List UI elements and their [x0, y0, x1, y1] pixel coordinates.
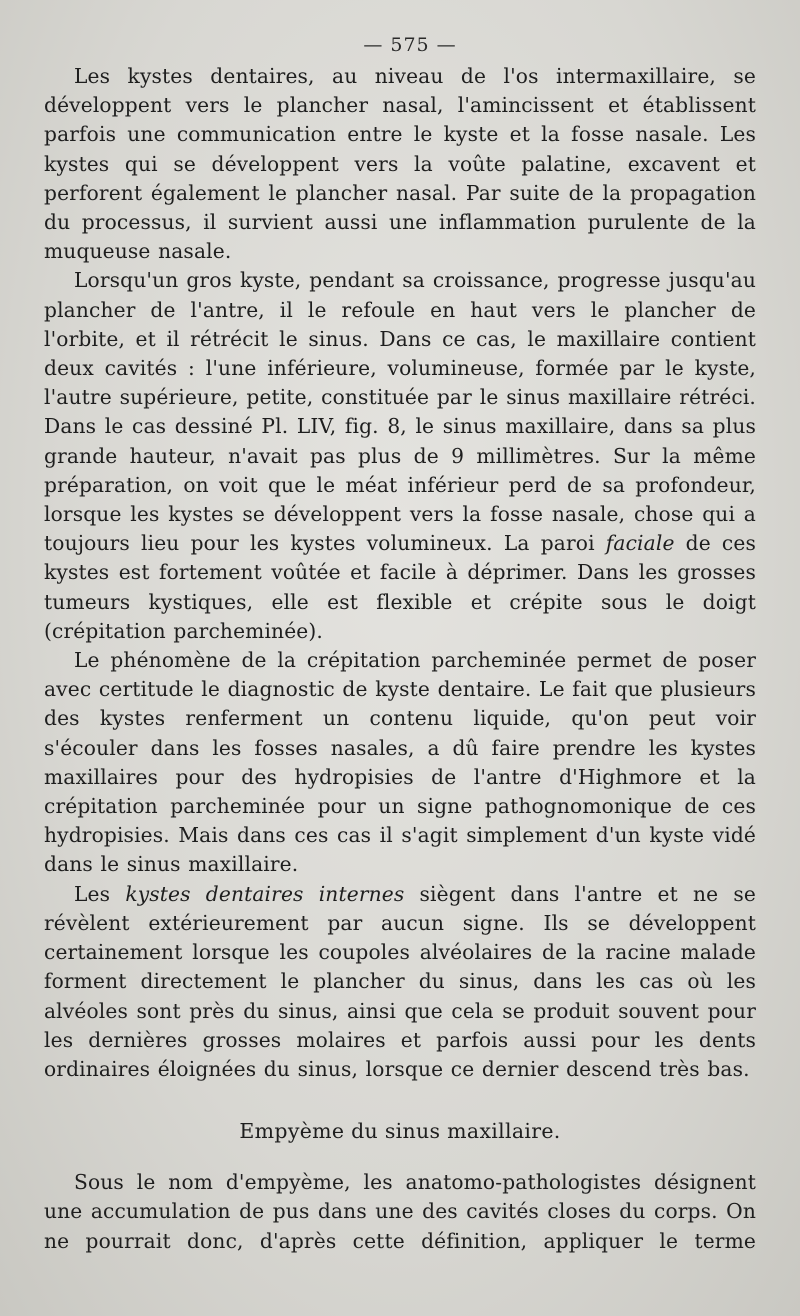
- paragraph-text: siègent dans l'antre et ne se révèlent extérieurement par aucun signe. Ils se développent certainement lorsque les coupoles alvéolaires de la racine malade forment directement le plancher du sinus, dans les cas où les alvéoles sont près du sinus, ainsi que cela se produit souvent pour les dernières grosses molaires et parfois aussi pour les dents ordinaires éloignées du sinus, lorsque ce dernier descend très bas.: [44, 881, 756, 1081]
- page-number: — 575 —: [363, 34, 457, 56]
- paragraph-text: Lorsqu'un gros kyste, pendant sa croissance, progresse jusqu'au plancher de l'antre, il le refoule en haut vers le plancher de l'orbite, et il rétrécit le sinus. Dans ce cas, le maxillaire contient deux cavités : l'une inférieure, volumineuse, formée par le kyste, l'autre supérieure, petite, constituée par le sinus maxillaire rétréci. Dans le cas dessiné Pl. LIV, fig. 8, le sinus maxillaire, dans sa plus grande hauteur, n'avait pas plus de 9 millimètres. Sur la même préparation, on voit que le méat inférieur perd de sa profondeur, lorsque les kystes se développent vers la fosse nasale, chose qui a toujours lieu pour les kystes volumineux. La paroi: [44, 268, 756, 556]
- italic-term-kystes-internes: kystes dentaires internes: [125, 881, 405, 906]
- paragraph-text: Les: [74, 881, 126, 906]
- paragraph-gros-kyste: [44, 266, 756, 646]
- paragraph-text: Sous le nom d'empyème, les anatomo-pathologistes désignent une accumulation de pus dans une des cavités closes du corps. On ne pourrait donc, d'après cette définition, appliquer le terme: [44, 1170, 756, 1253]
- section-heading: Empyème du sinus maxillaire.: [239, 1119, 561, 1144]
- paragraph-empyeme: [44, 1168, 756, 1256]
- italic-term-faciale: faciale: [605, 531, 675, 556]
- paragraph-text: Le phénomène de la crépitation parcheminée permet de poser avec certitude le diagnostic de kyste dentaire. Le fait que plusieurs des kystes renferment un contenu liquide, qu'on peut voir s'écouler dans les fosses nasales, a dû faire prendre les kystes maxillaires pour des hydropisies de l'antre d'Highmore et la crépitation parcheminée pour un signe pathognomonique de ces hydropisies. Mais dans ces cas il s'agit simplement d'un kyste vidé dans le sinus maxillaire.: [44, 648, 756, 877]
- paragraph-text: de ces kystes est fortement voûtée et facile à déprimer. Dans les grosses tumeurs kystiques, elle est flexible et crépite sous le doigt (crépitation parcheminée).: [44, 531, 756, 643]
- paragraph-kystes-intermaxillaire: [44, 62, 756, 266]
- book-page: [44, 28, 756, 1256]
- paragraph-kystes-internes: [44, 880, 756, 1084]
- paragraph-text: Les kystes dentaires, au niveau de l'os intermaxillaire, se développent vers le plancher nasal, l'amincissent et établissent parfois une communication entre le kyste et la fosse nasale. Les kystes qui se développent vers la voûte palatine, excavent et perforent également le plancher nasal. Par suite de la propagation du processus, il survient aussi une inflammation purulente de la muqueuse nasale.: [44, 64, 756, 264]
- paragraph-crepitation: [44, 646, 756, 880]
